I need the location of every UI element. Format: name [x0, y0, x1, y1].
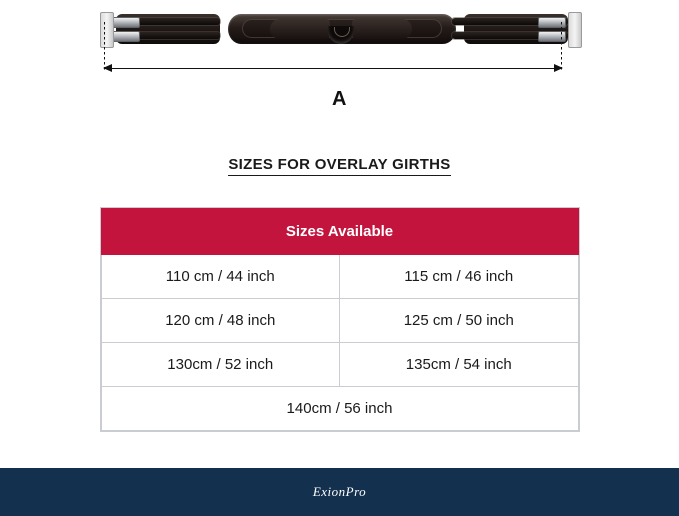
size-cell: 115 cm / 46 inch — [340, 255, 579, 299]
page-title — [0, 156, 679, 173]
girth-graphic — [100, 6, 580, 62]
size-cell: 130cm / 52 inch — [101, 343, 340, 387]
footer-bar — [0, 468, 679, 516]
size-cell: 110 cm / 44 inch — [101, 255, 340, 299]
dimension-label: A — [332, 88, 347, 110]
table-header-row — [101, 209, 578, 255]
girth-left-arm — [100, 12, 232, 46]
left-buckle-upper — [112, 17, 140, 28]
left-end-cap — [100, 12, 114, 48]
size-cell: 125 cm / 50 inch — [340, 299, 579, 343]
sizes-table — [101, 208, 579, 431]
arrow-right-icon — [554, 64, 563, 72]
arrow-left-icon — [103, 64, 112, 72]
girth-shoulder-left — [270, 19, 330, 39]
size-cell: 135cm / 54 inch — [340, 343, 579, 387]
brand-logo: ExionPro — [312, 484, 367, 499]
girth-shoulder-right — [352, 19, 412, 39]
measure-tick-right — [561, 22, 562, 70]
page-title-text: SIZES FOR OVERLAY GIRTHS — [228, 156, 450, 176]
measure-tick-left — [104, 22, 105, 70]
size-cell-full: 140cm / 56 inch — [101, 387, 578, 431]
sizes-table-wrapper — [100, 207, 580, 432]
table-row — [101, 387, 578, 431]
right-end-cap — [568, 12, 582, 48]
table-row — [101, 299, 578, 343]
measure-line — [104, 68, 562, 69]
left-buckle-lower — [112, 31, 140, 42]
size-cell: 120 cm / 48 inch — [101, 299, 340, 343]
table-header-cell: Sizes Available — [101, 209, 578, 255]
product-illustration — [0, 0, 679, 120]
table-row — [101, 255, 578, 299]
table-row — [101, 343, 578, 387]
